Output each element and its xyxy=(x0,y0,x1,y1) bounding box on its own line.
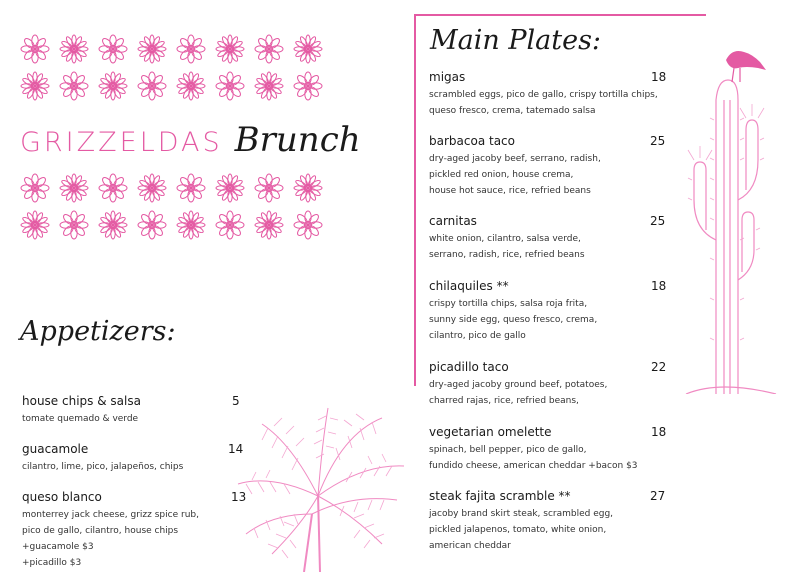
menu-item xyxy=(429,279,659,344)
flower-row-3 xyxy=(20,173,350,203)
frame-top-border xyxy=(414,14,706,16)
item-desc-line: pico de gallo, cilantro, house chips xyxy=(22,526,179,536)
flower-ornament-icon xyxy=(20,210,50,240)
flower-ornament-icon xyxy=(215,71,245,101)
item-name: queso blanco xyxy=(22,490,102,504)
palm-illustration xyxy=(232,404,408,572)
flower-ornament-icon xyxy=(176,173,206,203)
flower-ornament-icon xyxy=(293,71,323,101)
flower-ornament-icon xyxy=(20,71,50,101)
flower-ornament-icon xyxy=(176,210,206,240)
item-desc-line: spinach, bell pepper, pico de gallo, xyxy=(429,445,587,455)
item-name: guacamole xyxy=(22,442,89,456)
appetizers-heading: Appetizers: xyxy=(20,316,176,347)
item-name: steak fajita scramble ** xyxy=(429,489,571,503)
item-price: 25 xyxy=(650,214,666,228)
flower-ornament-icon xyxy=(98,210,128,240)
flower-ornament-icon xyxy=(254,173,284,203)
menu-item xyxy=(22,394,232,427)
flower-ornament-icon xyxy=(176,34,206,64)
flower-row-1 xyxy=(20,34,350,64)
menu-item xyxy=(429,489,659,554)
menu-item xyxy=(22,490,232,571)
flower-ornament-icon xyxy=(215,173,245,203)
item-desc-line: +guacamole $3 xyxy=(22,542,94,552)
item-desc-line: +picadillo $3 xyxy=(22,558,82,568)
item-name: vegetarian omelette xyxy=(429,425,552,439)
item-desc-line: tomate quemado & verde xyxy=(22,414,139,424)
logo-brand-text: GRIZZELDAS xyxy=(20,127,223,158)
frame-left-border xyxy=(414,14,416,386)
item-name: migas xyxy=(429,70,466,84)
flower-ornament-icon xyxy=(59,34,89,64)
flower-row-2 xyxy=(20,71,350,101)
flower-ornament-icon xyxy=(20,173,50,203)
item-desc-line: serrano, radish, rice, refried beans xyxy=(429,250,585,260)
flower-ornament-icon xyxy=(98,173,128,203)
flower-ornament-icon xyxy=(293,34,323,64)
item-desc-line: pickled jalapenos, tomato, white onion, xyxy=(429,525,607,535)
menu-item xyxy=(429,425,659,474)
main-plates-heading: Main Plates: xyxy=(430,25,602,56)
item-name: barbacoa taco xyxy=(429,134,515,148)
flower-ornament-icon xyxy=(20,34,50,64)
item-desc-line: monterrey jack cheese, grizz spice rub, xyxy=(22,510,199,520)
item-price: 18 xyxy=(651,279,667,293)
logo-script-text: Brunch xyxy=(234,120,361,160)
item-desc-line: white onion, cilantro, salsa verde, xyxy=(429,234,581,244)
flower-ornament-icon xyxy=(293,210,323,240)
item-price: 27 xyxy=(650,489,666,503)
item-desc-line: queso fresco, crema, tatemado salsa xyxy=(429,106,596,116)
flower-ornament-icon xyxy=(98,71,128,101)
item-name: chilaquiles ** xyxy=(429,279,509,293)
item-desc-line: cilantro, pico de gallo xyxy=(429,331,526,341)
menu-item xyxy=(429,70,659,119)
menu-item xyxy=(429,360,659,409)
flower-ornament-icon xyxy=(59,173,89,203)
flower-ornament-icon xyxy=(59,71,89,101)
flower-ornament-icon xyxy=(293,173,323,203)
item-name: picadillo taco xyxy=(429,360,509,374)
item-name: carnitas xyxy=(429,214,477,228)
item-desc-line: scrambled eggs, pico de gallo, crispy tortilla chips, xyxy=(429,90,658,100)
item-price: 18 xyxy=(651,425,667,439)
item-price: 18 xyxy=(651,70,667,84)
item-desc-line: fundido cheese, american cheddar +bacon $3 xyxy=(429,461,638,471)
item-desc-line: cilantro, lime, pico, jalapeños, chips xyxy=(22,462,184,472)
item-desc-line: jacoby brand skirt steak, scrambled egg, xyxy=(429,509,614,519)
item-price: 14 xyxy=(228,442,244,456)
item-price: 5 xyxy=(232,394,240,408)
item-name: house chips & salsa xyxy=(22,394,141,408)
menu-item xyxy=(22,442,232,475)
brand-logo xyxy=(20,120,361,170)
item-price: 13 xyxy=(231,490,247,504)
flower-ornament-icon xyxy=(137,71,167,101)
flower-ornament-icon xyxy=(254,71,284,101)
item-price: 25 xyxy=(650,134,666,148)
flower-ornament-icon xyxy=(137,34,167,64)
menu-item xyxy=(429,214,659,263)
cactus-illustration xyxy=(680,40,780,394)
flower-ornament-icon xyxy=(215,210,245,240)
item-desc-line: charred rajas, rice, refried beans, xyxy=(429,396,579,406)
item-desc-line: american cheddar xyxy=(429,541,511,551)
flower-ornament-icon xyxy=(176,71,206,101)
item-desc-line: dry-aged jacoby beef, serrano, radish, xyxy=(429,154,601,164)
flower-row-4 xyxy=(20,210,350,240)
flower-ornament-icon xyxy=(254,210,284,240)
item-price: 22 xyxy=(651,360,667,374)
item-desc-line: house hot sauce, rice, refried beans xyxy=(429,186,591,196)
item-desc-line: dry-aged jacoby ground beef, potatoes, xyxy=(429,380,608,390)
flower-ornament-icon xyxy=(98,34,128,64)
flower-ornament-icon xyxy=(254,34,284,64)
menu-item xyxy=(429,134,659,199)
flower-ornament-icon xyxy=(137,173,167,203)
flower-ornament-icon xyxy=(137,210,167,240)
flower-ornament-icon xyxy=(215,34,245,64)
item-desc-line: pickled red onion, house crema, xyxy=(429,170,574,180)
flower-ornament-icon xyxy=(59,210,89,240)
item-desc-line: sunny side egg, queso fresco, crema, xyxy=(429,315,598,325)
item-desc-line: crispy tortilla chips, salsa roja frita, xyxy=(429,299,588,309)
